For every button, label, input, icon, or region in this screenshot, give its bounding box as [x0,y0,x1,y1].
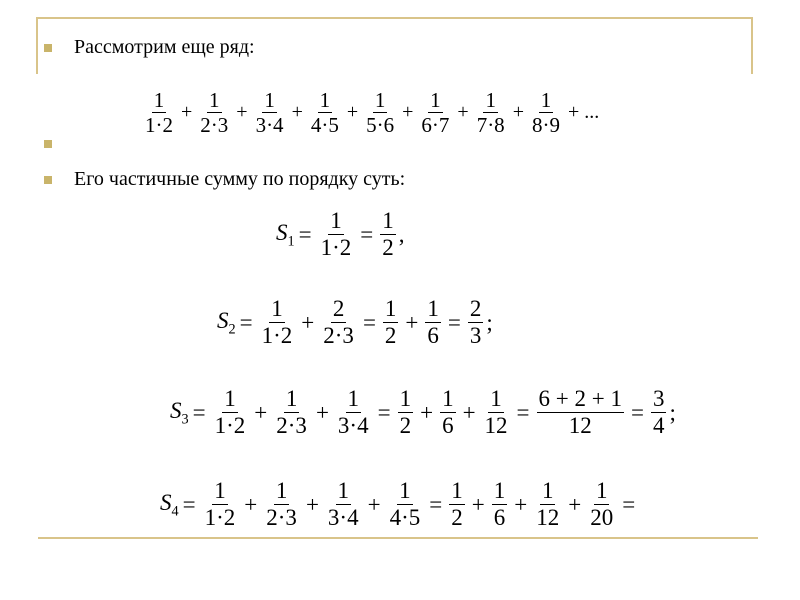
fraction [213,386,248,440]
fraction-numerator: 1 [222,386,238,413]
fraction [651,386,667,440]
fraction-denominator: 1·2 [204,505,236,531]
partial-sum-symbol [217,308,236,339]
fraction-numerator: 1 [284,386,300,413]
fraction-numerator: 1 [264,88,275,112]
fraction-numerator: 2 [468,296,484,323]
operator: + [405,309,419,335]
operator: + [305,491,319,517]
operator: + [568,491,582,517]
operator: + [367,491,381,517]
equation-s2 [217,296,493,350]
frame-left-rule [36,17,38,74]
fraction-denominator: 4·5 [389,505,421,531]
partial-sum-letter: S [170,397,182,423]
operator: = [298,221,312,247]
fraction-denominator: 1·2 [261,323,293,349]
series-expression [140,88,602,137]
fraction [588,478,615,532]
fraction [260,296,295,350]
operator: = [239,309,253,335]
fraction-numerator: 1 [440,386,456,413]
operator: + [301,309,315,335]
fraction [264,478,299,532]
operator: + [254,399,268,425]
fraction-denominator: 6·7 [421,113,450,138]
fraction-denominator: 2·3 [276,413,307,439]
partial-sum-index: 2 [228,321,236,338]
equation-s4 [160,478,639,532]
plus-sign: + [402,101,414,124]
fraction [198,88,230,137]
operator: = [622,491,636,517]
fraction [319,208,354,262]
partial-sum-letter: S [217,307,229,333]
fraction-denominator: 8·9 [531,113,560,138]
fraction-numerator: 1 [449,478,465,505]
fraction-numerator: 1 [380,208,396,235]
fraction-denominator: 3·4 [337,413,369,439]
fraction-denominator: 4·5 [310,113,339,138]
fraction-numerator: 1 [319,88,331,112]
fraction [388,478,423,532]
punctuation: ; [669,399,676,425]
partial-sum-letter: S [160,489,172,515]
fraction-denominator: 6 [493,505,506,531]
fraction-numerator: 3 [651,386,667,413]
partial-sum-index: 4 [171,503,179,520]
operator: = [182,491,196,517]
equation-s3 [170,386,676,440]
fraction-denominator: 4 [652,413,665,439]
series-ellipsis: + ... [567,101,600,124]
fraction [383,296,399,350]
fraction-numerator: 1 [492,478,508,505]
partial-sum-index: 1 [287,233,295,250]
fraction [419,88,451,137]
fraction-numerator: 1 [540,88,552,112]
fraction-denominator: 2·3 [323,323,354,349]
fraction [143,88,175,137]
partial-sum-letter: S [276,219,288,245]
operator: + [514,491,528,517]
punctuation: , [398,221,405,247]
fraction [492,478,508,532]
fraction-denominator: 2 [451,505,463,531]
bullet-item-intro [44,36,255,59]
operator: + [420,399,434,425]
operator: + [471,491,485,517]
operator: = [362,309,376,335]
fraction-denominator: 7·8 [476,113,505,138]
operator: + [244,491,258,517]
frame-bottom-rule [38,537,758,539]
fraction [364,88,396,137]
fraction-denominator: 1·2 [214,413,246,439]
fraction-numerator: 1 [430,88,441,112]
fraction-numerator: 1 [336,478,352,505]
square-bullet-icon [44,44,52,52]
square-bullet-icon [44,176,52,184]
fraction-denominator: 12 [536,505,560,531]
square-bullet-icon [44,140,52,148]
fraction [326,478,361,532]
partial-sum-symbol [276,220,295,251]
fraction-numerator: 1 [328,208,344,235]
fraction-numerator: 1 [383,296,399,323]
operator: = [377,399,391,425]
fraction-numerator: 1 [153,88,165,112]
fraction [534,478,561,532]
bullet-text: Рассмотрим еще ряд: [74,36,255,58]
fraction-denominator: 12 [568,413,592,439]
plus-sign: + [346,101,359,124]
equation-s1 [276,208,405,262]
bullet-item-empty [44,140,74,148]
plus-sign: + [457,101,469,124]
fraction-numerator: 1 [425,296,441,323]
fraction-numerator: 1 [594,478,610,505]
plus-sign: + [291,101,303,124]
punctuation: ; [486,309,493,335]
fraction-numerator: 1 [274,478,290,505]
fraction [336,386,371,440]
operator: + [462,399,476,425]
fraction-numerator: 1 [209,88,220,112]
bullet-text: Его частичные сумму по порядку суть: [74,168,406,190]
operator: = [516,399,530,425]
fraction-denominator: 6 [427,323,439,349]
fraction [468,296,484,350]
plus-sign: + [512,101,524,124]
fraction-denominator: 3·4 [255,113,284,138]
fraction-denominator: 12 [484,413,508,439]
partial-sum-index: 3 [181,411,189,428]
fraction [274,386,309,440]
operator: = [447,309,461,335]
fraction [440,386,456,440]
fraction [530,88,562,137]
fraction-numerator: 1 [397,478,413,505]
fraction-denominator: 2 [399,413,412,439]
fraction [483,386,510,440]
fraction-numerator: 1 [374,88,386,112]
fraction [425,296,441,350]
partial-sum-symbol [160,490,179,521]
fraction-numerator: 1 [488,386,504,413]
fraction [398,386,414,440]
fraction-denominator: 3·4 [327,505,359,531]
fraction-denominator: 3 [469,323,482,349]
fraction-denominator: 1·2 [320,235,352,261]
frame-right-rule [751,17,753,74]
fraction [254,88,286,137]
fraction [380,208,396,262]
fraction-denominator: 5·6 [366,113,395,138]
fraction-numerator: 6 + 2 + 1 [537,386,624,413]
frame-top-rule [38,17,752,19]
operator: = [192,399,206,425]
fraction-denominator: 20 [590,505,614,531]
plus-sign: + [236,101,248,124]
fraction-denominator: 2·3 [266,505,297,531]
bullet-item-partial-sums [44,168,405,191]
fraction-denominator: 6 [442,413,454,439]
fraction [475,88,507,137]
fraction [321,296,356,350]
fraction-denominator: 1·2 [145,113,173,138]
fraction-denominator: 2 [382,235,394,261]
operator: = [360,221,374,247]
fraction-denominator: 2 [384,323,397,349]
fraction-numerator: 1 [398,386,414,413]
fraction [203,478,238,532]
operator: = [630,399,644,425]
fraction-numerator: 1 [269,296,285,323]
fraction-numerator: 1 [540,478,556,505]
partial-sum-symbol [170,398,189,429]
fraction-numerator: 1 [212,478,228,505]
fraction [309,88,341,137]
fraction-numerator: 1 [346,386,362,413]
operator: + [315,399,329,425]
fraction [449,478,465,532]
fraction [537,386,624,440]
fraction-denominator: 2·3 [200,113,229,138]
plus-sign: + [181,101,193,124]
fraction-numerator: 1 [485,88,496,112]
fraction-numerator: 2 [331,296,347,323]
operator: = [429,491,443,517]
